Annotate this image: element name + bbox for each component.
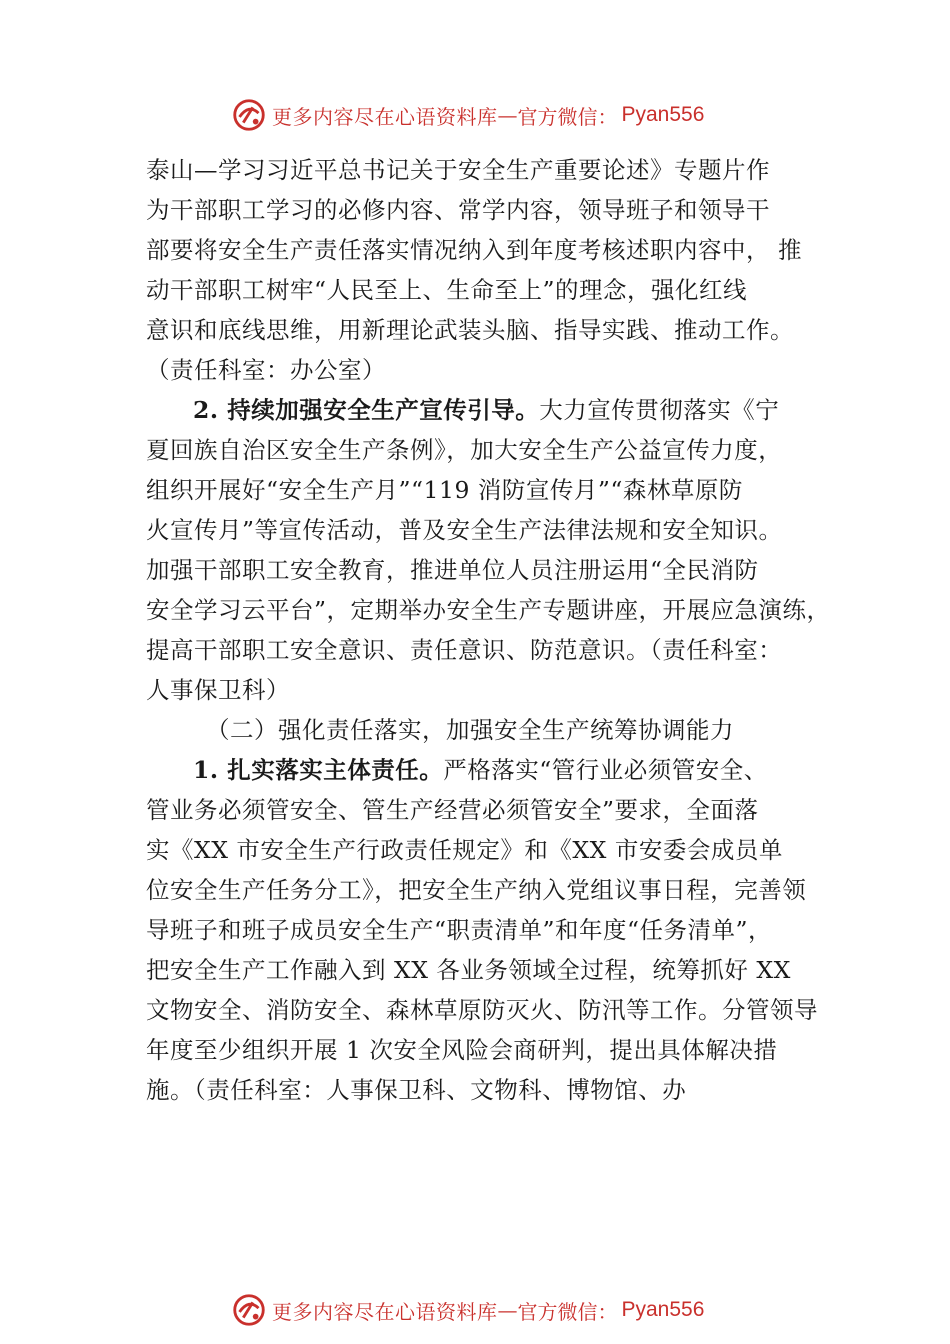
paragraph-line: 人事保卫科） xyxy=(146,676,290,704)
paragraph-line: 安全学习云平台”，定期举办安全生产专题讲座，开展应急演练， xyxy=(146,596,831,624)
watermark-text: 更多内容尽在心语资料库 xyxy=(272,104,498,129)
watermark-id: Pyan556 xyxy=(621,1298,705,1321)
watermark-separator: — xyxy=(497,1298,518,1322)
watermark-label: 官方微信： xyxy=(517,104,618,129)
paragraph-line: 动干部职工树牢“人民至上、生命至上”的理念，强化红线 xyxy=(146,276,748,304)
item-3-heading: 1. 扎实落实主体责任。 xyxy=(193,756,444,784)
item-3-text: 严格落实“管行业必须管安全、 xyxy=(443,756,768,784)
logo-icon xyxy=(230,1291,268,1329)
paragraph-line: 火宣传月”等宣传活动，普及安全生产法律法规和安全知识。 xyxy=(146,516,783,544)
section-title: （二）强化责任落实，加强安全生产统筹协调能力 xyxy=(206,716,734,744)
paragraph-line: 部要将安全生产责任落实情况纳入到年度考核述职内容中， 推 xyxy=(146,236,802,264)
logo-icon xyxy=(230,96,268,134)
paragraph-line: 泰山—学习习近平总书记关于安全生产重要论述》专题片作 xyxy=(146,156,770,184)
document-body xyxy=(146,150,836,1110)
watermark-header xyxy=(230,95,704,135)
paragraph-line: 为干部职工学习的必修内容、常学内容，领导班子和领导干 xyxy=(146,196,770,224)
item-2-first-line xyxy=(146,390,836,430)
item-3-first-line xyxy=(146,750,836,790)
paragraph-line: 施。（责任科室：人事保卫科、文物科、博物馆、办 xyxy=(146,1076,687,1104)
paragraph-line: 导班子和班子成员安全生产“职责清单”和年度“任务清单”， xyxy=(146,916,773,944)
paragraph-line: 文物安全、消防安全、森林草原防灭火、防汛等工作。分管领导 xyxy=(146,996,818,1024)
item-2-text: 大力宣传贯彻落实《宁 xyxy=(539,396,780,424)
paragraph-line: 组织开展好“安全生产月”“119 消防宣传月”“森林草原防 xyxy=(146,476,743,504)
item-2-heading: 2. 持续加强安全生产宣传引导。 xyxy=(193,396,540,424)
paragraph-line: 管业务必须管安全、管生产经营必须管安全”要求，全面落 xyxy=(146,796,759,824)
paragraph-line: 实《XX 市安全生产行政责任规定》和《XX 市安委会成员单 xyxy=(146,836,783,864)
paragraph-line: 夏回族自治区安全生产条例》，加大安全生产公益宣传力度， xyxy=(146,436,783,464)
paragraph-line: 提高干部职工安全意识、责任意识、防范意识。（责任科室： xyxy=(146,636,783,664)
watermark-id: Pyan556 xyxy=(621,103,705,126)
paragraph-line: 加强干部职工安全教育，推进单位人员注册运用“全民消防 xyxy=(146,556,759,584)
paragraph-line: 年度至少组织开展 1 次安全风险会商研判，提出具体解决措 xyxy=(146,1036,778,1064)
watermark-text: 更多内容尽在心语资料库 xyxy=(272,1299,498,1324)
watermark-separator: — xyxy=(497,103,518,127)
paragraph-line: 意识和底线思维，用新理论武装头脑、指导实践、推动工作。 xyxy=(146,316,794,344)
watermark-footer xyxy=(230,1290,704,1330)
paragraph-line: 位安全生产任务分工》，把安全生产纳入党组议事日程，完善领 xyxy=(146,876,807,904)
paragraph-line: （责任科室：办公室） xyxy=(146,356,386,384)
watermark-label: 官方微信： xyxy=(517,1299,618,1324)
paragraph-line: 把安全生产工作融入到 XX 各业务领域全过程，统筹抓好 XX xyxy=(146,956,791,984)
